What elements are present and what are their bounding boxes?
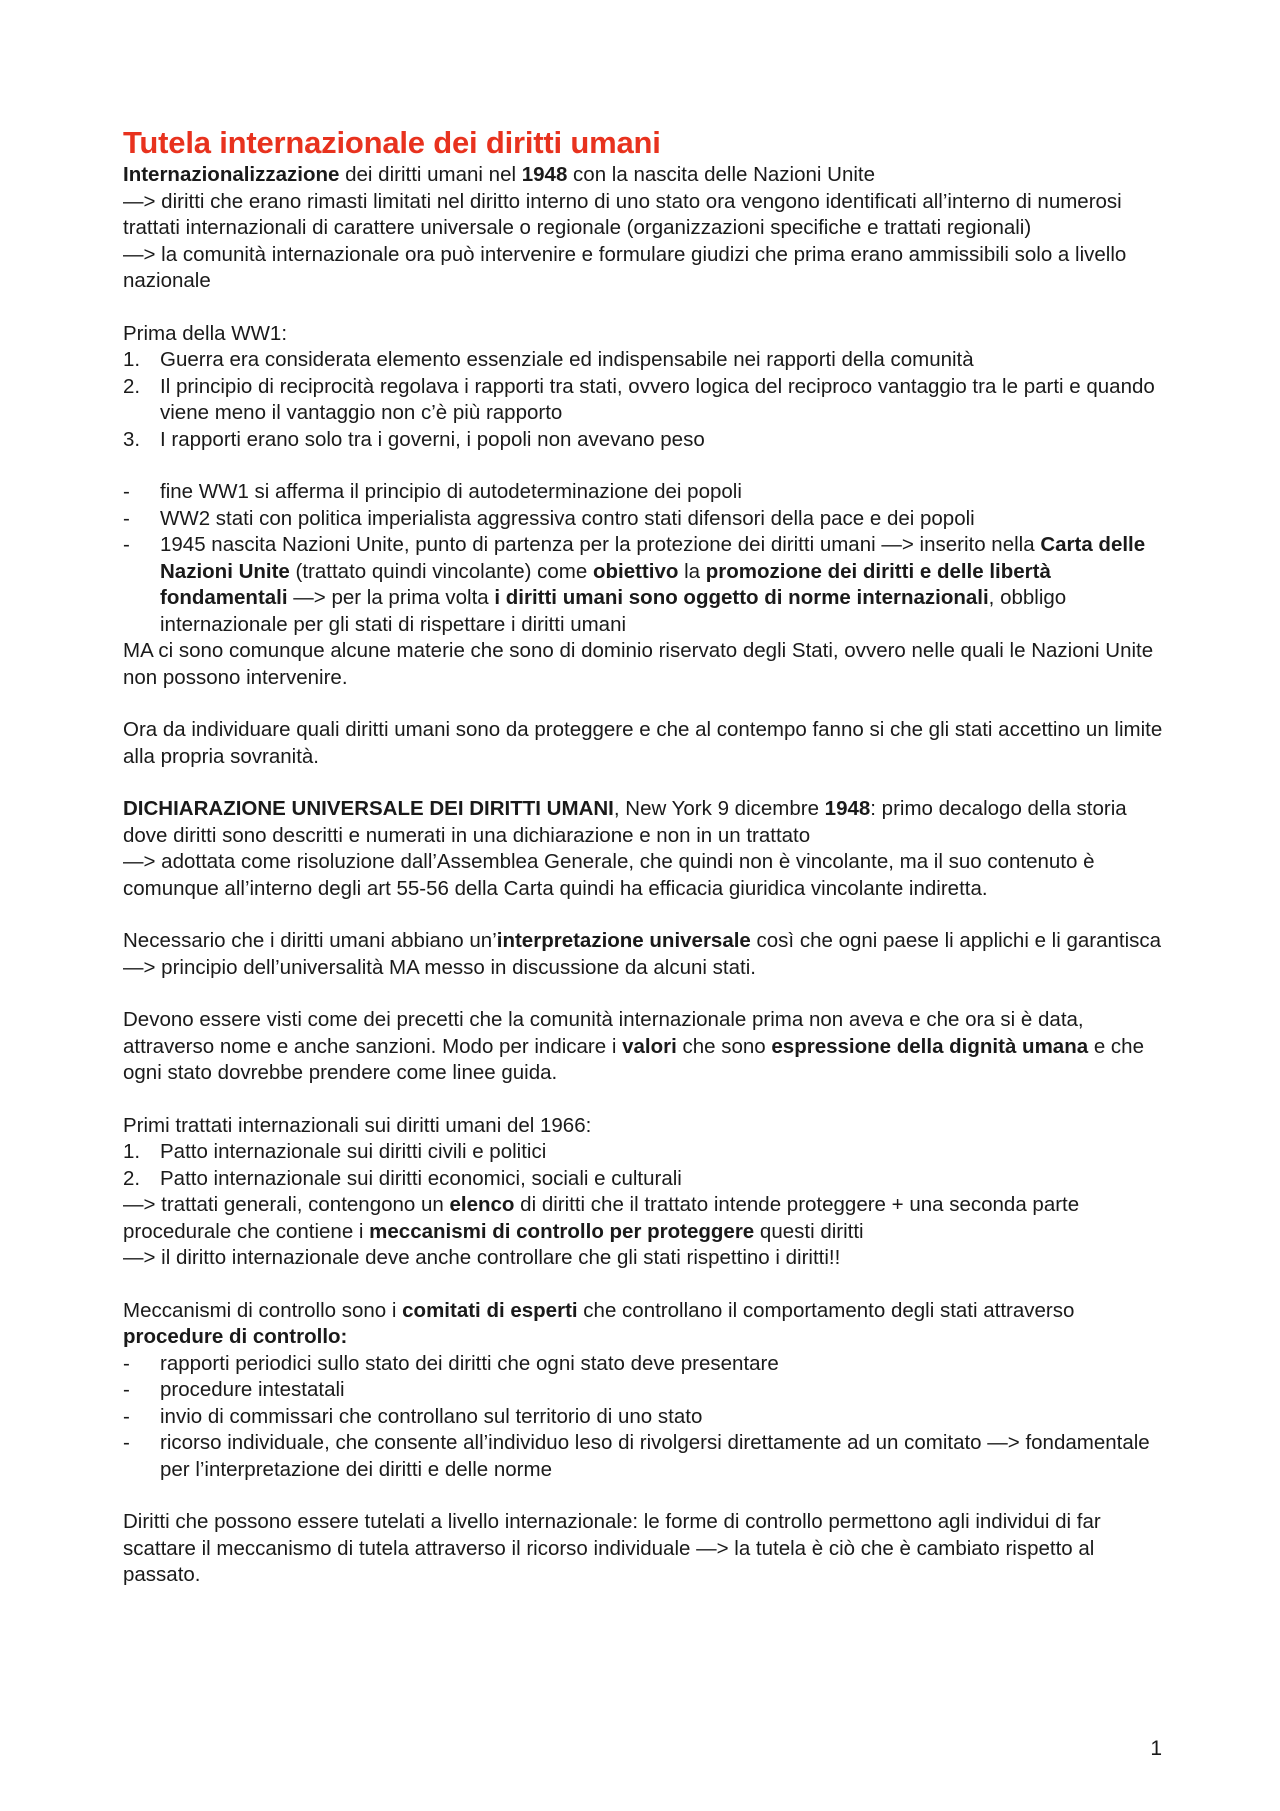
devono-paragraph: Devono essere visti come dei precetti che la comunità internazionale prima non aveva e che ora si è data, attraverso nome e anche sanzioni. Modo per indicare i valori che sono espressione della dignità umana e che ogni stato dovrebbe prendere come linee guida. (123, 1008, 1144, 1084)
meccanismi-list (123, 1351, 1170, 1484)
spacer (123, 1483, 1170, 1509)
list-item: - ricorso individuale, che consente all’individuo leso di rivolgersi direttamente ad un comitato —> fondamentale per l’interpretazione dei diritti e delle norme (123, 1431, 1150, 1481)
ora-paragraph: Ora da individuare quali diritti umani sono da proteggere e che al contempo fanno si che gli stati accettino un limite alla propria sovranità. (123, 718, 1163, 768)
list-item: - procedure intestatali (123, 1378, 345, 1401)
meccanismi-paragraph: Meccanismi di controllo sono i comitati di esperti che controllano il comportamento degli stati attraverso procedure di controllo: (123, 1298, 1075, 1348)
list-item: 1. Guerra era considerata elemento essenziale ed indispensabile nei rapporti della comunità (123, 348, 974, 371)
list-item: - rapporti periodici sullo stato dei diritti che ogni stato deve presentare (123, 1351, 779, 1375)
list-item: 2. Patto internazionale sui diritti economici, sociali e culturali (123, 1166, 682, 1190)
spacer (123, 1087, 1170, 1113)
intro-bold: Internazionalizzazione (123, 163, 340, 186)
before-ww1-heading: Prima della WW1: (123, 321, 288, 345)
document-body (123, 124, 1170, 1589)
trattati-arrow-2: —> il diritto internazionale deve anche controllare che gli stati rispettino i diritti!! (123, 1246, 841, 1269)
list-item: - WW2 stati con politica imperialista aggressiva contro stati difensori della pace e dei popoli (123, 506, 975, 530)
dichiarazione-paragraph: DICHIARAZIONE UNIVERSALE DEI DIRITTI UMANI, New York 9 dicembre 1948: primo decalogo della storia dove diritti sono descritti e numerati in una dichiarazione e non in un trattato (123, 797, 1127, 847)
spacer (123, 981, 1170, 1007)
intro-arrow-2: —> la comunità internazionale ora può intervenire e formulare giudizi che prima erano ammissibili solo a livello nazionale (123, 242, 1127, 292)
spacer (123, 1272, 1170, 1298)
list-item: 1. Patto internazionale sui diritti civili e politici (123, 1140, 547, 1163)
page-title: Tutela internazionale dei diritti umani (123, 125, 661, 160)
spacer (123, 295, 1170, 321)
before-ww1-list (123, 347, 1170, 453)
intro-arrow-1: —> diritti che erano rimasti limitati nel diritto interno di uno stato ora vengono identificati all’interno di numerosi trattati internazionali di carattere universale o regionale (organizzazioni specifiche e trattati regionali) (123, 189, 1122, 239)
page-number: 1 (1150, 1737, 1162, 1760)
list-item: 3. I rapporti erano solo tra i governi, i popoli non avevano peso (123, 427, 705, 451)
trattati-list (123, 1139, 1170, 1192)
dash-list (123, 479, 1170, 638)
trattati-arrow-1: —> trattati generali, contengono un elenco di diritti che il trattato intende proteggere + una seconda parte procedurale che contiene i meccanismi di controllo per proteggere questi diritti (123, 1193, 1080, 1243)
spacer (123, 453, 1170, 479)
list-item: - fine WW1 si afferma il principio di autodeterminazione dei popoli (123, 480, 742, 503)
necessario-paragraph: Necessario che i diritti umani abbiano un’interpretazione universale così che ogni paese li applichi e li garantisca —> principio dell’universalità MA messo in discussione da alcuni stati. (123, 929, 1162, 979)
spacer (123, 691, 1170, 717)
spacer (123, 902, 1170, 928)
list-item: - 1945 nascita Nazioni Unite, punto di partenza per la protezione dei diritti umani —> inserito nella Carta delle Nazioni Unite (trattato quindi vincolante) come obiettivo la promozione dei diritti e delle libertà fondamentali —> per la prima volta i diritti umani sono oggetto di norme internazionali, obbligo internazionale per gli stati di rispettare i diritti umani (123, 533, 1146, 636)
final-paragraph: Diritti che possono essere tutelati a livello internazionale: le forme di controllo permettono agli individui di far scattare il meccanismo di tutela attraverso il ricorso individuale —> la tutela è ciò che è cambiato rispetto al passato. (123, 1510, 1101, 1586)
spacer (123, 770, 1170, 796)
dichiarazione-arrow: —> adottata come risoluzione dall’Assemblea Generale, che quindi non è vincolante, ma il suo contenuto è comunque all’interno degli art 55-56 della Carta quindi ha efficacia giuridica vincolante indiretta. (123, 850, 1095, 900)
ma-note: MA ci sono comunque alcune materie che sono di dominio riservato degli Stati, ovvero nelle quali le Nazioni Unite non possono intervenire. (123, 639, 1154, 689)
intro-sentence: Internazionalizzazione dei diritti umani nel 1948 con la nascita delle Nazioni Unite (123, 163, 876, 186)
trattati-heading: Primi trattati internazionali sui diritti umani del 1966: (123, 1113, 592, 1137)
list-item: - invio di commissari che controllano sul territorio di uno stato (123, 1404, 703, 1428)
list-item: 2. Il principio di reciprocità regolava i rapporti tra stati, ovvero logica del reciproco vantaggio tra le parti e quando viene meno il vantaggio non c’è più rapporto (123, 374, 1155, 424)
